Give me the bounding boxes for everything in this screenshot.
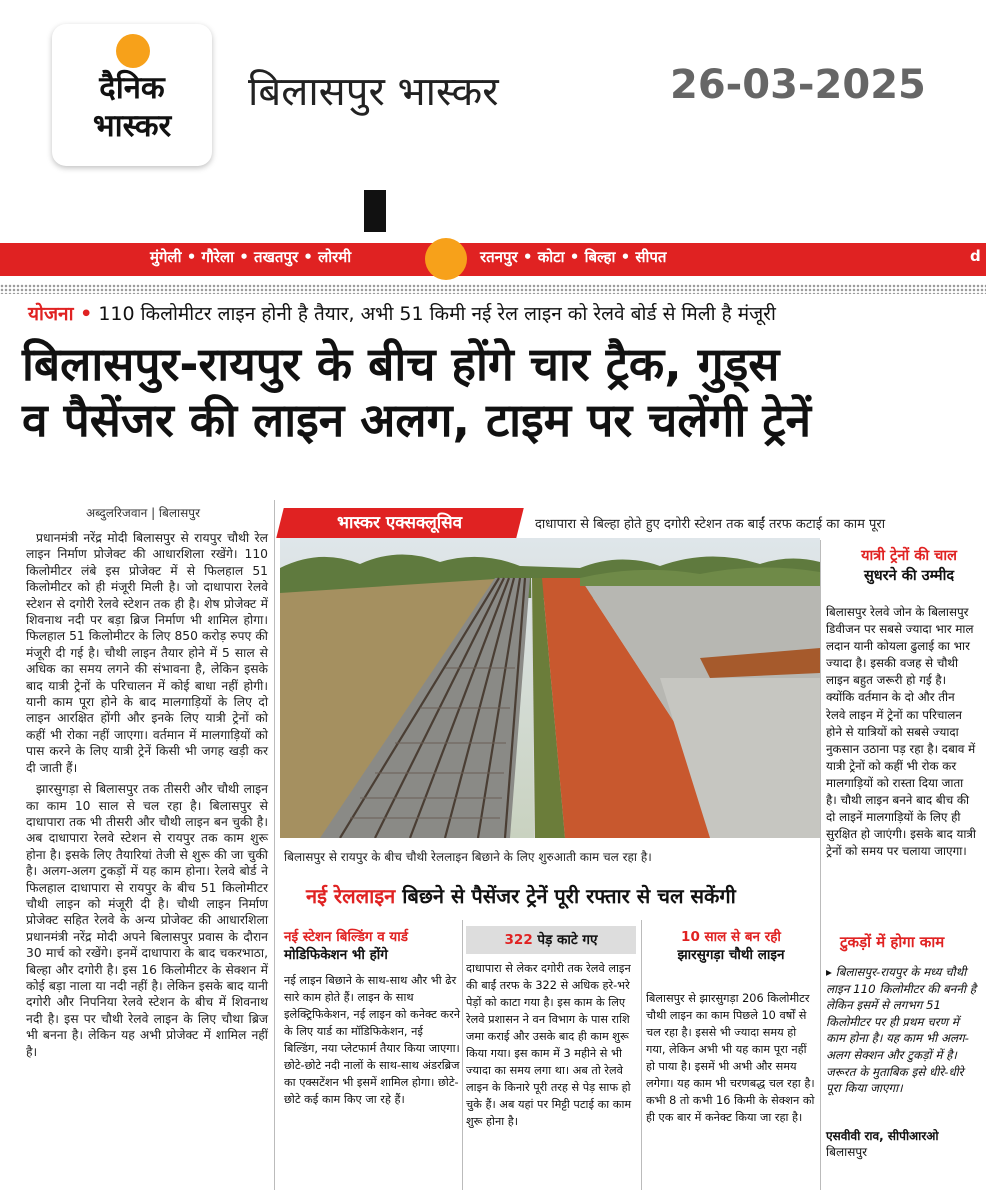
- sun-icon: [425, 238, 467, 280]
- sub-headline-rest: बिछने से पैसेंजर ट्रेनें पूरी रफ्तार से चल सकेंगी: [395, 884, 736, 908]
- kicker: [28, 300, 978, 326]
- dotted-divider: [0, 284, 986, 294]
- logo-line-1: दैनिक: [99, 70, 165, 106]
- main-body-column: [26, 530, 268, 1065]
- exclusive-badge: भास्कर एक्सक्लूसिव: [276, 508, 523, 538]
- column-divider: [274, 500, 275, 1190]
- headline-line-1: बिलासपुर-रायपुर के बीच होंगे चार ट्रैक, गुड्स: [22, 337, 780, 391]
- sidebar-heading-line-2: सुधरने की उम्मीद: [863, 568, 955, 584]
- towns-strip: [0, 243, 986, 276]
- column-divider: [820, 540, 821, 1190]
- railway-photo: [280, 538, 820, 838]
- mini-column-3-body: बिलासपुर से झारसुगड़ा 206 किलोमीटर चौथी लाइन का काम पिछले 10 वर्षों से चल रहा है। इससे भी ज्यादा समय हो गया, लेकिन अभी भी यह काम पूरा नहीं हो पाया है। इसमें भी अभी और समय लगेगा। यह काम भी चरणबद्ध चल रहा है। कभी 8 तो कभी 16 किमी के सेक्शन को ही एक बार में कनेक्ट किया जा रहा है।: [646, 992, 815, 1124]
- sun-icon: [116, 34, 150, 68]
- mini-column-1-heading: [284, 928, 460, 964]
- headline: [22, 336, 972, 448]
- edition-date: 26-03-2025: [670, 62, 926, 108]
- mini-heading-red: 322: [504, 932, 533, 948]
- column-divider: [462, 920, 463, 1190]
- kicker-label: योजना •: [28, 303, 93, 325]
- exclusive-description: दाधापारा से बिल्हा होते हुए दगोरी स्टेशन तक बाईं तरफ कटाई का काम पूरा: [535, 517, 886, 532]
- photo-caption: बिलासपुर से रायपुर के बीच चौथी रेललाइन बिछाने के लिए शुरुआती काम चल रहा है।: [284, 850, 652, 864]
- body-paragraph: झारसुगड़ा से बिलासपुर तक तीसरी और चौथी लाइन का काम 10 साल से चल रहा है। बिलासपुर से दाधापारा तक भी तीसरी और चौथी लाइन बन चुकी है। अब दाधापारा रेलवे स्टेशन से रायपुर तक काम शुरू होना है। इसके लिए तैयारियां तेजी से शुरू की जा चुकी है। अलग-अलग टुकड़ों में यह काम होना। रेलवे बोर्ड ने फिलहाल दाधापारा से रायपुर के बीच 51 किलोमीटर चौथी लाइन को मंजूरी दी है। चौथी लाइन निर्माण प्रोजेक्ट सहित रेलवे के अन्य प्रोजेक्ट की आधारशिला प्रधानमंत्री नरेंद्र मोदी अपने बिलासपुर प्रवास के दौरान 30 मार्च को रखेंगे। इनमें दाधापारा के बाद चकरभाठा, बिल्हा और दगोरी है। इस 16 किलोमीटर के सेक्शन में कोई बड़ा नाला या नदी नहीं है। लेकिन इसके बाद यानी दगोरी और निपनिया रेलवे स्टेशन के बीच में शिवनाथ नदी है। इस पर चौथी रेलवे लाइन के लिए चौथा ब्रिज भी बनना है। लेकिन यह अभी प्रोजेक्ट में शामिल नहीं है।: [26, 782, 268, 1059]
- strip-edge-text: d: [970, 247, 981, 265]
- mini-heading-black: झारसुगड़ा चौथी लाइन: [677, 947, 785, 963]
- kicker-text: 110 किलोमीटर लाइन होनी है तैयार, अभी 51 किमी नई रेल लाइन को रेलवे बोर्ड से मिली है मंजूरी: [98, 303, 776, 325]
- mini-heading-red: नई स्टेशन बिल्डिंग व यार्ड: [284, 929, 408, 945]
- signature-place: बिलासपुर: [826, 1145, 868, 1159]
- sidebar-signature: [826, 1128, 976, 1160]
- sidebar-heading-line-1: यात्री ट्रेनों की चाल: [861, 548, 957, 564]
- left-towns: मुंगेली • गौरेला • तखतपुर • लोरमी: [150, 248, 352, 266]
- mini-heading-black: मोडिफिकेशन भी होंगे: [284, 947, 388, 963]
- body-paragraph: प्रधानमंत्री नरेंद्र मोदी बिलासपुर से रायपुर चौथी रेल लाइन निर्माण प्रोजेक्ट की आधारशिला रखेंगे। 110 किलोमीटर लंबे इस प्रोजेक्ट में से फिलहाल 51 किलोमीटर को ही मंजूरी मिली है। जो दाधापारा रेलवे स्टेशन से दगोरी रेलवे स्टेशन तक ही है। शेष प्रोजेक्ट में शिवनाथ नदी पर बड़ा ब्रिज निर्माण भी शामिल होगा। फिलहाल 51 किलोमीटर के लिए 850 करोड़ रुपए की मंजूरी दी गई है। चौथी लाइन तैयार होने में 5 साल से अधिक का समय लगने की संभावना है, लेकिन इसके बाद यात्री ट्रेनों के परिचालन में कोई बाधा नहीं होगी। यानी काम पूरा होने के बाद मालगाड़ियों के लिए दो लाइन आरक्षित होंगी और इनके लिए यात्री ट्रेनों को कहीं भी रोका नहीं जाएगा। वर्तमान में मालगाड़ियों को पास करने के लिए यात्री ट्रेनें किसी भी जगह खड़ी कर दी जाती हैं।: [26, 531, 268, 775]
- mini-column-2-heading: [466, 926, 636, 954]
- sub-headline-red: नई रेललाइन: [306, 884, 396, 908]
- sidebar-heading: [838, 546, 980, 586]
- mini-column-2-body: दाधापारा से लेकर दगोरी तक रेलवे लाइन की बाईं तरफ के 322 से अधिक हरे-भरे पेड़ों को काटा गया है। इस काम के लिए रेलवे प्रशासन ने वन विभाग के पास राशि जमा कराई और उसके बाद ही काम शुरू किया गया। इस काम में 3 महीने से भी ज्यादा का समय लगा था। अब तो रेलवे लाइन के किनारे पूरी तरह से पेड़ साफ हो चुके हैं। अब यहां पर मिट्टी पटाई का काम शुरू होना है।: [466, 962, 632, 1128]
- signature-name: एसवीवी राव, सीपीआरओ: [826, 1129, 939, 1143]
- mini-column-1-body: नई लाइन बिछाने के साथ-साथ और भी ढेर सारे काम होते हैं। लाइन के साथ इलेक्ट्रिफिकेशन, नई लाइन को कनेक्ट करने के लिए यार्ड का मॉडिफिकेशन, नई बिल्डिंग, नया प्लेटफार्म तैयार किया जाएगा। छोटे-छोटे नदी नालों के साथ-साथ अंडरब्रिज का एक्सटेंशन भी इसमें शामिल होगा। छोटे-छोटे कई काम किए जा रहे हैं।: [284, 974, 460, 1106]
- byline: अब्दुलरिजवान | बिलासपुर: [86, 506, 200, 520]
- scan-mark: [364, 190, 386, 232]
- edition-title: बिलासपुर भास्कर: [248, 69, 499, 115]
- headline-line-2: व पैसेंजर की लाइन अलग, टाइम पर चलेंगी ट्रेनें: [22, 393, 812, 447]
- mini-heading-red: 10 साल से बन रही: [681, 929, 781, 945]
- sidebar-heading-2: टुकड़ों में होगा काम: [840, 933, 945, 951]
- exclusive-banner: [280, 508, 986, 538]
- logo-line-2: भास्कर: [92, 108, 172, 144]
- column-divider: [641, 920, 642, 1190]
- dainik-bhaskar-logo: [52, 24, 212, 166]
- mini-column-3-heading: [646, 928, 816, 964]
- mini-heading-black: पेड़ काटे गए: [532, 932, 598, 948]
- sidebar-body: बिलासपुर रेलवे जोन के बिलासपुर डिवीजन पर सबसे ज्यादा भार माल लदान यानी कोयला ढुलाई का भार ज्यादा है। इसकी वजह से चौथी लाइन बहुत जरूरी हो गई है। क्योंकि वर्तमान के दो और तीन रेलवे लाइन में ट्रेनों का परिचालन होने से यात्रियों को सबसे ज्यादा नुकसान उठाना पड़ रहा है। दबाव में यात्री ट्रेनों को कहीं भी रोक कर मालगाड़ियों को रास्ता दिया जाता है। चौथी लाइन बनने बाद बीच की दो लाइनें मालगाड़ियों के लिए ही सुरक्षित हो जाएंगी। इसके बाद यात्री ट्रेनों को समय पर चलाया जाएगा।: [826, 605, 976, 859]
- sidebar-quote: ▸ बिलासपुर-रायपुर के मध्य चौथी लाइन 110 किलोमीटर की बननी है लेकिन इसमें से लगभग 51 किलोमीटर पर ही प्रथम चरण में काम होना है। यह काम भी अलग-अलग सेक्शन और टुकड़ों में है। जरूरत के मुताबिक इसे धीरे-धीरे पूरा किया जाएगा।: [826, 965, 976, 1096]
- right-towns: रतनपुर • कोटा • बिल्हा • सीपत: [480, 248, 667, 266]
- sub-headline: [306, 882, 806, 909]
